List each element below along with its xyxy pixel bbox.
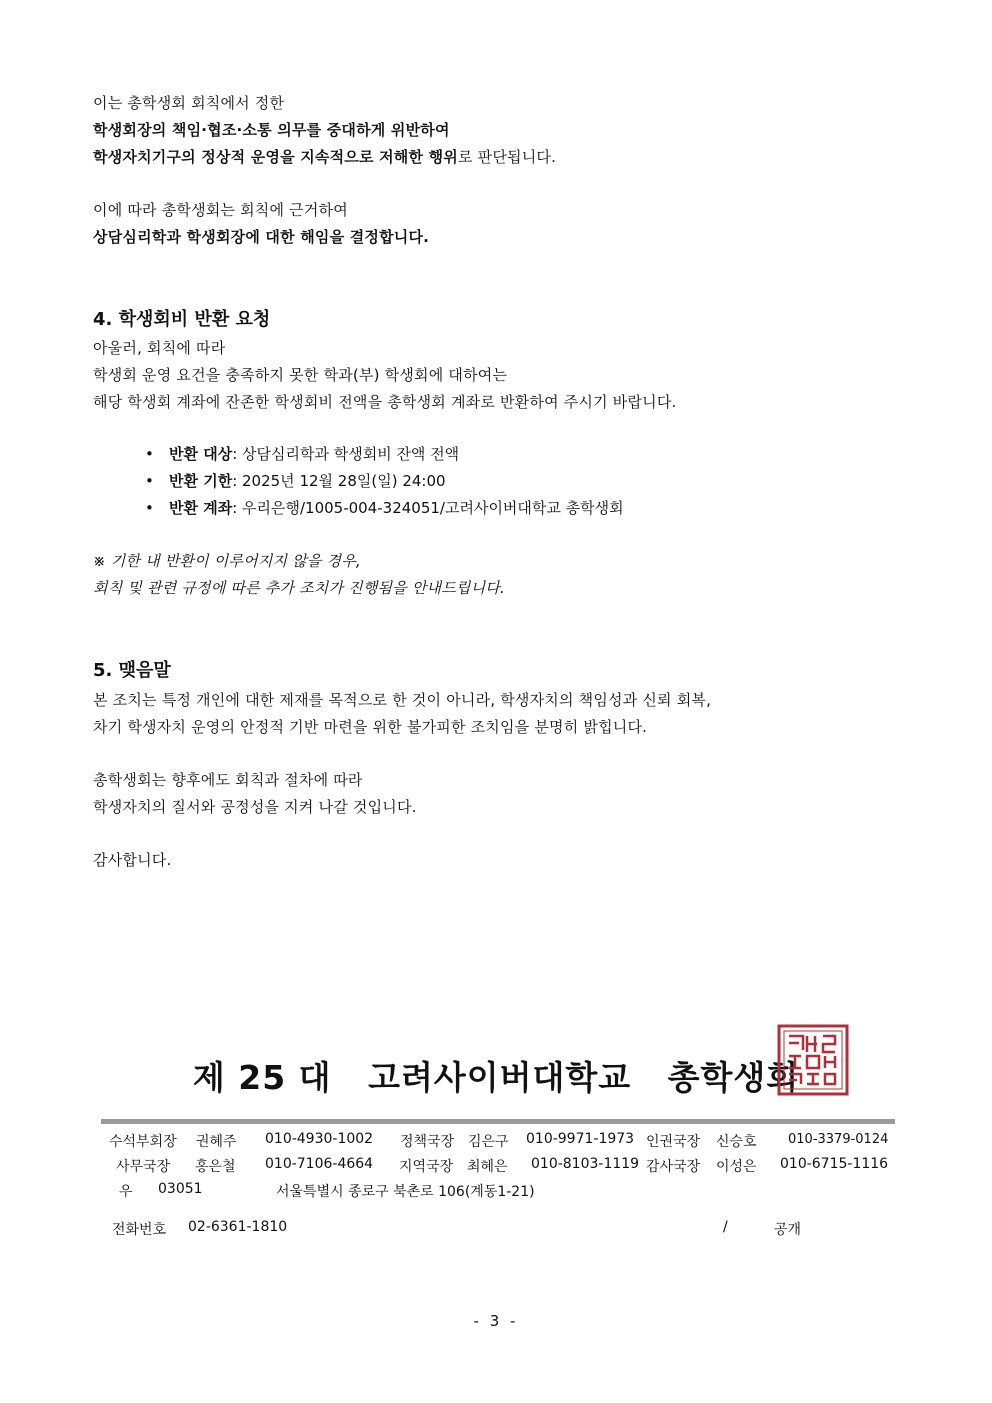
phone-number: 02-6361-1810 [188,1219,288,1235]
list-item [145,443,459,464]
list-item [145,470,446,491]
phone-label: 전화번호 [112,1222,167,1238]
text-line-bold: 상담심리학과 학생회장에 대한 해임을 결정합니다. [93,228,430,246]
contact-phone: 010-8103-1119 [531,1156,640,1172]
contact-role: 사무국장 [116,1159,171,1175]
contact-role: 인권국장 [646,1134,701,1150]
postal-label: 우 [119,1184,133,1200]
note-line: 회칙 및 관련 규정에 따른 추가 조치가 진행됨을 안내드립니다. [93,579,505,597]
bullet-icon: • [145,499,154,517]
text-line: 아울러, 회칙에 따라 [93,339,226,357]
text-line: 학생자치의 질서와 공정성을 지켜 나갈 것입니다. [93,798,417,816]
contact-phone: 010-9971-1973 [526,1131,635,1147]
contact-name: 최혜은 [467,1159,508,1175]
contact-role: 수석부회장 [109,1134,177,1150]
footer-divider [101,1119,895,1124]
footer-title-part: 제 25 대 [192,1058,332,1097]
contact-name: 권혜주 [196,1134,237,1150]
text-line: 본 조치는 특정 개인에 대한 제재를 목적으로 한 것이 아니라, 학생자치의 책임성과 신뢰 회복, [93,691,712,709]
contact-role: 정책국장 [400,1134,455,1150]
contact-phone: 010-7106-4664 [265,1156,374,1172]
contact-phone: 010-6715-1116 [780,1156,889,1172]
text-line: 감사합니다. [93,851,172,869]
text-line [93,146,556,167]
note-line: ※ 기한 내 반환이 이루어지지 않을 경우, [93,552,361,570]
text-line: 학생회 운영 요건을 충족하지 못한 학과(부) 학생회에 대하여는 [93,366,508,384]
list-item [145,497,624,518]
footer-title-part: 고려사이버대학교 [368,1058,632,1097]
bullet-icon: • [145,445,154,463]
text-line: 총학생회는 향후에도 회칙과 절차에 따라 [93,771,363,789]
address: 서울특별시 종로구 북촌로 106(계동1-21) [276,1184,535,1200]
separator: / [723,1219,728,1235]
list-item-label: 반환 계좌 [169,499,233,517]
text-line: 이에 따라 총학생회는 회칙에 근거하여 [93,201,348,219]
list-item-value: : 상담심리학과 학생회비 잔액 전액 [232,445,460,463]
list-item-value: : 2025년 12월 28일(일) 24:00 [232,472,446,490]
text-line: 이는 총학생회 회칙에서 정한 [93,94,285,112]
text-phrase: 로 판단됩니다. [457,148,557,166]
contact-name: 이성은 [716,1159,757,1175]
text-line: 해당 학생회 계좌에 잔존한 학생회비 전액을 총학생회 계좌로 반환하여 주시기 바랍니다. [93,393,677,411]
list-item-value: : 우리은행/1005-004-324051/고려사이버대학교 총학생회 [232,499,624,517]
footer-title-part: 총학생회 [667,1058,800,1097]
list-item-label: 반환 대상 [169,445,233,463]
list-item-label: 반환 기한 [169,472,233,490]
contact-name: 홍은철 [195,1159,236,1175]
contact-role: 지역국장 [399,1159,454,1175]
text-line-bold: 학생회장의 책임·협조·소통 의무를 중대하게 위반하여 [93,121,450,139]
bold-phrase: 학생자치기구의 정상적 운영을 지속적으로 저해한 행위 [93,148,458,166]
contact-name: 김은구 [468,1134,509,1150]
text-line: 차기 학생자치 운영의 안정적 기반 마련을 위한 불가피한 조치임을 분명히 밝힙니다. [93,718,648,736]
contact-role: 감사국장 [646,1159,701,1175]
disclosure-label: 공개 [774,1222,802,1238]
page-number: - 3 - [473,1312,519,1330]
official-seal-icon [777,1024,849,1096]
contact-phone: 010-4930-1002 [265,1131,374,1147]
contact-name: 신승호 [716,1134,757,1150]
postal-code: 03051 [158,1181,203,1197]
section-heading: 4. 학생회비 반환 요청 [93,309,271,330]
bullet-icon: • [145,472,154,490]
contact-phone: 010-3379-0124 [788,1132,889,1147]
section-heading: 5. 맺음말 [93,660,171,681]
